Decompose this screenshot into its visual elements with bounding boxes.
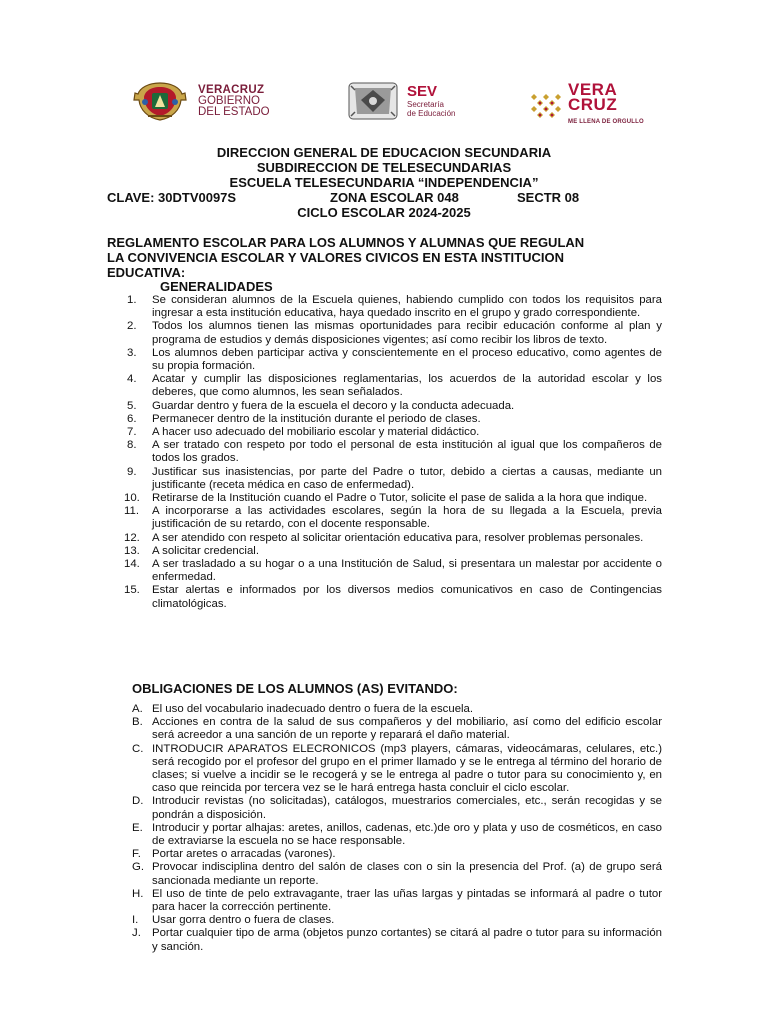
header-clave: CLAVE: 30DTV0097S: [107, 190, 237, 205]
list-item: [107, 703, 662, 716]
list-item-number: 14.: [124, 558, 140, 571]
list-item-text: Portar cualquier tipo de arma (objetos punzo cortantes) se citará al padre o tutor para su información y sanción.: [152, 927, 662, 953]
list-item-text: Permanecer dentro de la institución durante el periodo de clases.: [152, 412, 481, 425]
list-item: [107, 466, 662, 492]
header-line-subdireccion: SUBDIRECCION DE TELESECUNDARIAS: [256, 160, 512, 175]
list-item-number: 4.: [127, 373, 137, 386]
generalidades-heading: GENERALIDADES: [160, 279, 273, 294]
list-item: [107, 347, 662, 373]
header-line-escuela: ESCUELA TELESECUNDARIA “INDEPENDENCIA”: [229, 175, 539, 190]
list-item: [107, 545, 662, 558]
list-item-number: J.: [132, 927, 141, 940]
list-item: [107, 743, 662, 796]
list-item: [107, 413, 662, 426]
list-item-text: Acatar y cumplir las disposiciones reglamentarias, los acuerdos de la autoridad escolar y los deberes, que como alumnos, les sean señalados.: [152, 373, 662, 399]
list-item-number: 2.: [127, 320, 137, 333]
list-item: [107, 822, 662, 848]
veracruz-brand-tagline: ME LLENA DE ORGULLO: [568, 119, 644, 125]
list-item-number: 3.: [127, 346, 137, 359]
sev-logo-title: SEV: [407, 83, 438, 100]
list-item-text: Introducir revistas (no solicitadas), catálogos, muestrarios comerciales, etc., serán recogidas y se pondrán a disposición.: [152, 795, 662, 821]
list-item-number: C.: [132, 742, 144, 755]
veracruz-logo-line2: GOBIERNO: [198, 94, 260, 107]
list-item: [107, 505, 662, 531]
logo-bar: [0, 80, 768, 124]
list-item: [107, 492, 662, 505]
list-item-text: Introducir y portar alhajas: aretes, anillos, cadenas, etc.)de oro y plata y uso de cosméticos, en caso de extraviarse la escuela no se hace responsable.: [152, 821, 662, 848]
list-item: [107, 400, 662, 413]
list-item-number: 6.: [127, 412, 137, 425]
generalidades-list: [107, 294, 662, 611]
header-zona: ZONA ESCOLAR 048: [330, 190, 459, 205]
list-item-text: Los alumnos deben participar activa y conscientemente en el proceso educativo, como agentes de su propia formación.: [152, 346, 662, 373]
header-sector: SECTR 08: [517, 190, 580, 205]
list-item-number: 11.: [124, 505, 139, 518]
list-item-number: 9.: [127, 465, 137, 478]
list-item-text: El uso de tinte de pelo extravagante, traer las uñas largas y pintadas se informará al padre o tutor para hacer la corrección pertinente.: [152, 887, 662, 914]
list-item: [107, 914, 662, 927]
obligaciones-list: [107, 703, 662, 954]
list-item-number: 1.: [127, 294, 137, 306]
list-item-text: A hacer uso adecuado del mobiliario escolar y material didáctico.: [152, 426, 480, 439]
reglamento-title-line1: REGLAMENTO ESCOLAR PARA LOS ALUMNOS Y ALUMNAS QUE REGULAN: [107, 235, 585, 250]
veracruz-coat-of-arms-icon: [130, 80, 190, 122]
veracruz-government-logo: [130, 80, 270, 122]
list-item-number: 13.: [124, 544, 140, 557]
list-item-number: E.: [132, 821, 143, 834]
list-item-number: 12.: [124, 531, 140, 544]
header-ciclo: CICLO ESCOLAR 2024-2025: [297, 205, 471, 220]
list-item-number: I.: [132, 914, 139, 927]
list-item-number: 10.: [124, 492, 140, 505]
list-item-text: A ser tratado con respeto por todo el personal de esta institución al igual que los compañeros de todos los grados.: [152, 439, 662, 465]
list-item-text: El uso del vocabulario inadecuado dentro o fuera de la escuela.: [152, 703, 474, 715]
list-item-number: B.: [132, 716, 143, 729]
list-item-number: H.: [132, 887, 144, 900]
header-clave-row: [107, 190, 667, 205]
sev-logo-line2: de Educación: [407, 109, 456, 118]
list-item: [107, 532, 662, 545]
list-item-number: 5.: [127, 399, 137, 412]
list-item-text: A solicitar credencial.: [152, 544, 259, 557]
header-line-direccion: DIRECCION GENERAL DE EDUCACION SECUNDARIA: [216, 145, 552, 160]
veracruz-logo-line1: VERACRUZ: [198, 83, 265, 96]
list-item: [107, 294, 662, 320]
list-item-number: 7.: [127, 426, 137, 439]
list-item-text: Provocar indisciplina dentro del salón de clases con o sin la presencia del Prof. (a) de grupo será sancionada mediante un reporte.: [152, 861, 662, 887]
list-item-number: F.: [132, 848, 141, 861]
list-item: [107, 373, 662, 399]
list-item-text: Estar alertas e informados por los diversos medios comunicativos en caso de Contingencias climatológicas.: [152, 584, 662, 610]
list-item-number: 8.: [127, 439, 137, 452]
list-item: [107, 888, 662, 914]
veracruz-brand-logo: [528, 82, 644, 129]
list-item-text: Todos los alumnos tienen las mismas oportunidades para recibir educación conforme al plan y programa de estudios y demás disposiciones vigentes; así como recibir los libros de texto.: [152, 320, 662, 346]
list-item: [107, 558, 662, 584]
veracruz-flower-pattern-icon: [528, 91, 564, 121]
sev-seal-icon: [345, 80, 401, 122]
list-item: [107, 927, 662, 953]
sev-logo-line1: Secretaría: [407, 100, 444, 109]
list-item-text: Guardar dentro y fuera de la escuela el decoro y la conducta adecuada.: [152, 399, 515, 412]
list-item-text: Retirarse de la Institución cuando el Padre o Tutor, solicite el pase de salida a la hora que indique.: [152, 492, 648, 505]
list-item: [107, 795, 662, 821]
list-item: [107, 861, 662, 887]
list-item-text: A ser atendido con respeto al solicitar orientación educativa para, resolver problemas personales.: [152, 531, 644, 544]
list-item: [107, 716, 662, 742]
list-item-text: A ser trasladado a su hogar o a una Institución de Salud, si presentara un malestar por accidente o enfermedad.: [152, 558, 662, 584]
list-item-number: D.: [132, 795, 144, 808]
list-item: [107, 584, 662, 610]
list-item: [107, 320, 662, 346]
list-item: [107, 426, 662, 439]
reglamento-title-line3: EDUCATIVA:: [107, 265, 186, 280]
reglamento-title-line2: LA CONVIVENCIA ESCOLAR Y VALORES CIVICOS EN ESTA INSTITUCION: [107, 250, 564, 265]
list-item: [107, 439, 662, 465]
list-item-text: INTRODUCIR APARATOS ELECRONICOS (mp3 players, cámaras, videocámaras, celulares, etc.) será recogido por el profesor del grupo en el primer llamado y se le entrega al término del horario de clases; si vuelve a incidir se le recogerá y se le entrega al padre o tutor para su conocimiento y, en caso que reincida por tercera vez se le hará entrega hasta concluir el ciclo escolar.: [152, 742, 662, 795]
list-item-text: Usar gorra dentro o fuera de clases.: [152, 914, 335, 927]
list-item-text: Acciones en contra de la salud de sus compañeros y del mobiliario, así como del edificio escolar será acreedor a una sanción de un reporte y reparará el daño material.: [152, 716, 662, 742]
list-item-number: A.: [132, 703, 143, 715]
list-item-text: Se consideran alumnos de la Escuela quienes, habiendo cumplido con todos los requisitos para ingresar a esta institución educativa, haya quedado inscrito en el grupo y grado correspondiente.: [152, 294, 662, 320]
list-item-text: Portar aretes o arracadas (varones).: [152, 848, 336, 861]
veracruz-brand-line1: VERA: [568, 80, 618, 99]
veracruz-brand-line2: CRUZ: [568, 95, 618, 114]
list-item: [107, 848, 662, 861]
list-item-number: 15.: [124, 584, 140, 597]
list-item-number: G.: [132, 861, 145, 874]
list-item-text: A incorporarse a las actividades escolares, según la hora de su llegada a la Escuela, previa justificación de su retardo, con el docente responsable.: [152, 505, 662, 531]
obligaciones-heading: OBLIGACIONES DE LOS ALUMNOS (AS) EVITANDO:: [132, 681, 458, 696]
reglamento-title: [107, 235, 667, 280]
sev-logo: [345, 80, 455, 122]
list-item-text: Justificar sus inasistencias, por parte del Padre o tutor, debido a ciertas a causas, mediante un justificante (receta médica en caso de enfermedad).: [152, 465, 662, 491]
veracruz-logo-line3: DEL ESTADO: [198, 105, 270, 118]
